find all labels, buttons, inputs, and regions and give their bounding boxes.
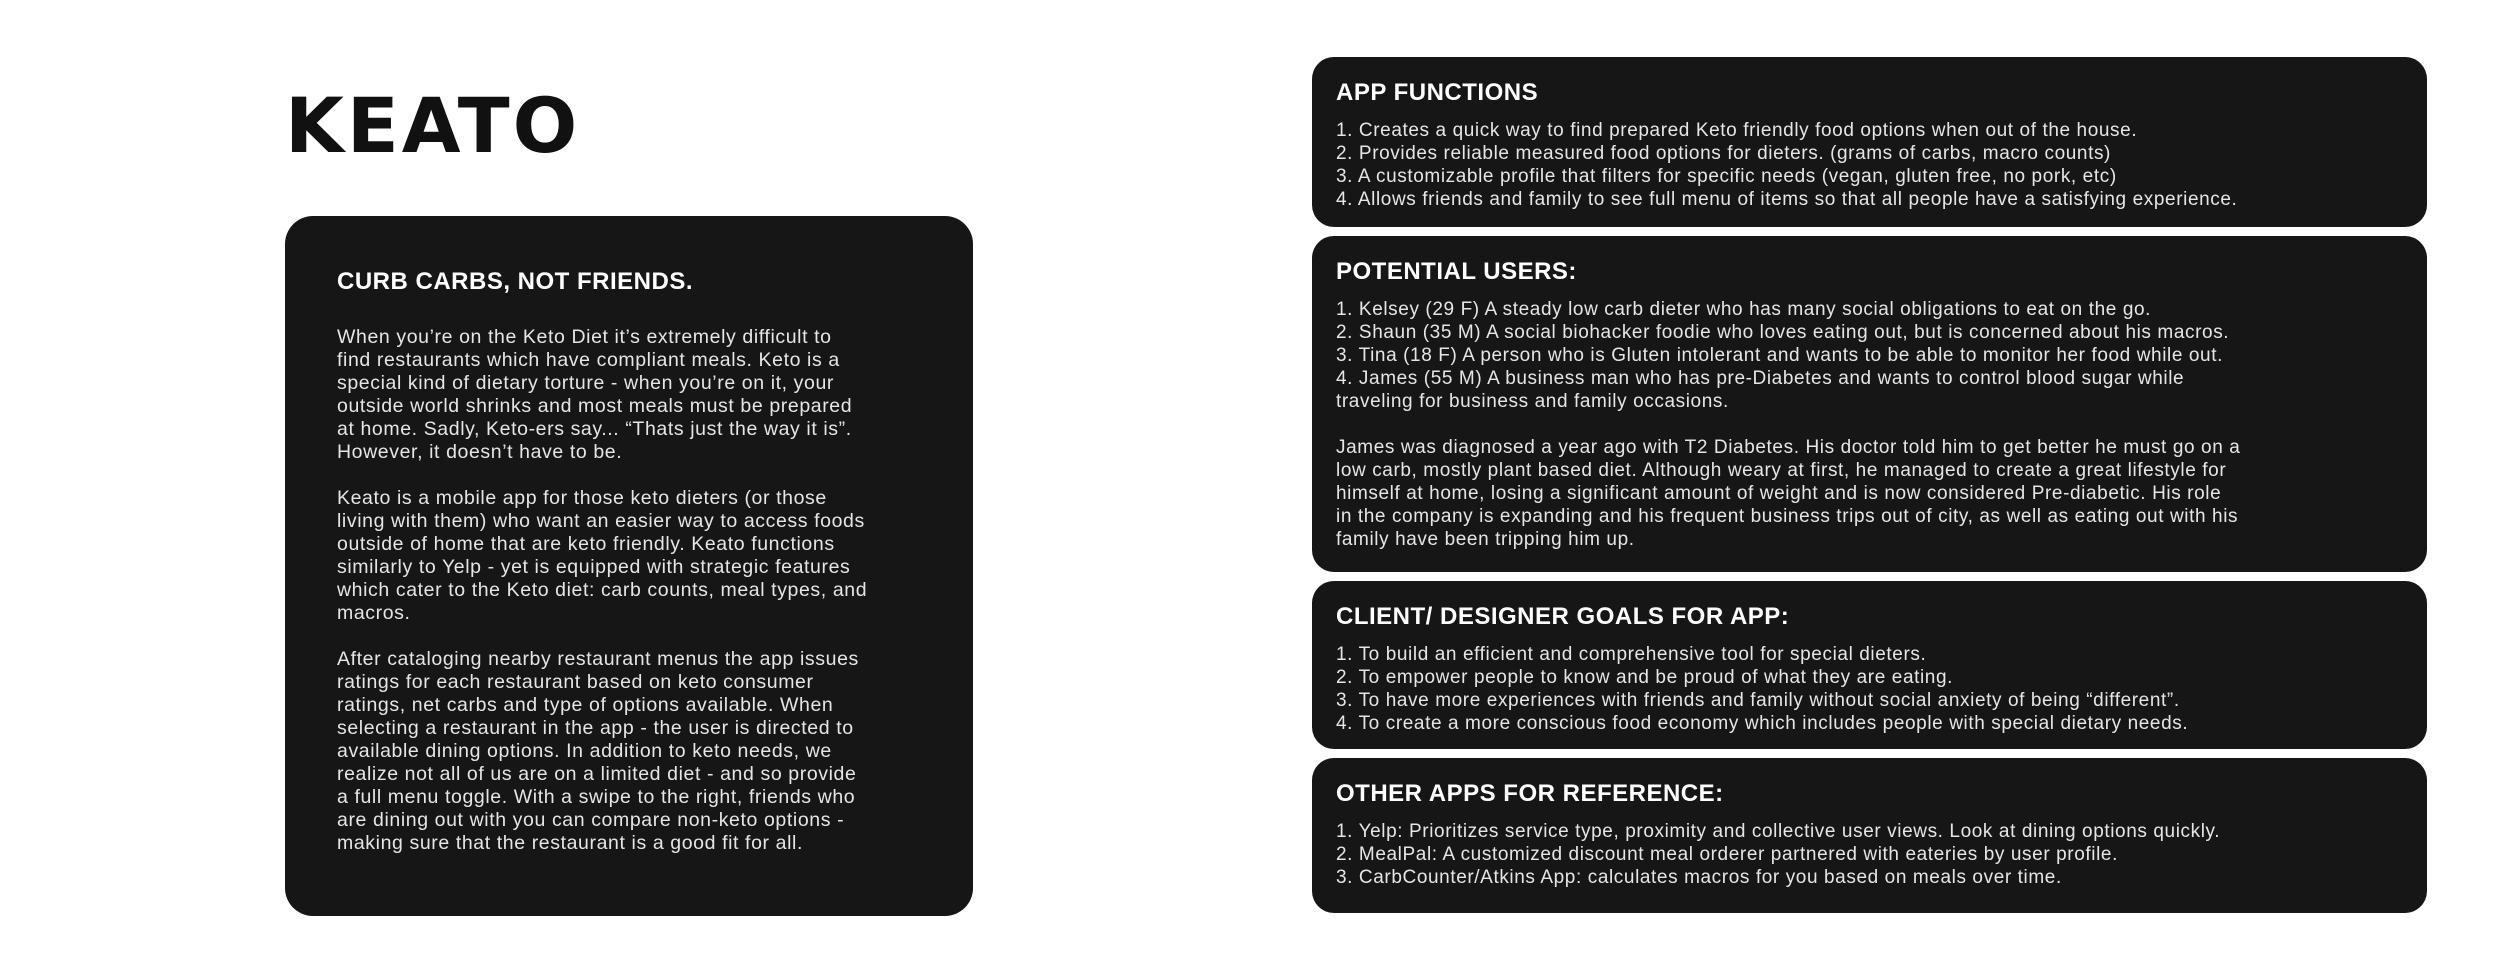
app-functions-card — [1312, 57, 2427, 227]
reference-apps-card — [1312, 758, 2427, 913]
goals-heading: CLIENT/ DESIGNER GOALS FOR APP: — [1336, 603, 1790, 630]
list-item: 4. James (55 M) A business man who has pre-Diabetes and wants to control blood sugar while traveling for business and family occasions. — [1336, 368, 2185, 412]
list-item: 2. Shaun (35 M) A social biohacker foodie who loves eating out, but is concerned about his macros. — [1336, 322, 2230, 343]
reference-apps-heading: OTHER APPS FOR REFERENCE: — [1336, 780, 1724, 807]
app-functions-list — [1336, 119, 2403, 211]
potential-users-list — [1336, 298, 2403, 413]
goals-list — [1336, 643, 2403, 735]
app-logo-title: KEATO — [285, 81, 581, 170]
list-item: 2. Provides reliable measured food options for dieters. (grams of carbs, macro counts) — [1336, 143, 2111, 164]
list-item: 1. To build an efficient and comprehensive tool for special dieters. — [1336, 644, 1927, 665]
list-item: 4. To create a more conscious food economy which includes people with special dietary needs. — [1336, 713, 2189, 734]
goals-card — [1312, 581, 2427, 749]
potential-users-card — [1312, 236, 2427, 572]
list-item: 3. CarbCounter/Atkins App: calculates macros for you based on meals over time. — [1336, 867, 2062, 888]
list-item: 1. Yelp: Prioritizes service type, proximity and collective user views. Look at dining options quickly. — [1336, 821, 2221, 842]
list-item: 4. Allows friends and family to see full menu of items so that all people have a satisfying experience. — [1336, 189, 2238, 210]
intro-paragraph-features: After cataloging nearby restaurant menus the app issues ratings for each restaurant based on keto consumer ratings, net carbs and type of options available. When selecting a restaurant in the app - the user is directed to available dining options. In addition to keto needs, we realize not all of us are on a limited diet - and so provide a full menu toggle. With a swipe to the right, friends who are dining out with you can compare non-keto options - making sure that the restaurant is a good fit for all. — [337, 648, 859, 854]
list-item: 1. Creates a quick way to find prepared Keto friendly food options when out of the house. — [1336, 120, 2138, 141]
persona-story: James was diagnosed a year ago with T2 Diabetes. His doctor told him to get better he must go on a low carb, mostly plant based diet. Although weary at first, he managed to create a great lifestyle for himself at home, losing a significant amount of weight and is now considered Pre-diabetic. His role in the company is expanding and his frequent business trips out of city, as well as eating out with his family have been tripping him up. — [1336, 437, 2241, 550]
intro-paragraph-problem: When you’re on the Keto Diet it’s extremely difficult to find restaurants which have compliant meals. Keto is a special kind of dietary torture - when you’re on it, your outside world shrinks and most meals must be prepared at home. Sadly, Keto-ers say... “Thats just the way it is”. However, it doesn’t have to be. — [337, 326, 853, 463]
intro-panel — [285, 216, 973, 916]
list-item: 2. To empower people to know and be proud of what they are eating. — [1336, 667, 1954, 688]
list-item: 3. A customizable profile that filters for specific needs (vegan, gluten free, no pork, etc) — [1336, 166, 2117, 187]
intro-paragraph-solution: Keato is a mobile app for those keto dieters (or those living with them) who want an easier way to access foods outside of home that are keto friendly. Keato functions similarly to Yelp - yet is equipped with strategic features which cater to the Keto diet: carb counts, meal types, and macros. — [337, 487, 868, 624]
potential-users-heading: POTENTIAL USERS: — [1336, 258, 1577, 285]
intro-heading: CURB CARBS, NOT FRIENDS. — [337, 268, 694, 295]
list-item: 2. MealPal: A customized discount meal orderer partnered with eateries by user profile. — [1336, 844, 2118, 865]
app-functions-heading: APP FUNCTIONS — [1336, 79, 1539, 106]
list-item: 3. To have more experiences with friends and family without social anxiety of being “different”. — [1336, 690, 2180, 711]
list-item: 1. Kelsey (29 F) A steady low carb dieter who has many social obligations to eat on the go. — [1336, 299, 2152, 320]
reference-apps-list — [1336, 820, 2403, 889]
list-item: 3. Tina (18 F) A person who is Gluten intolerant and wants to be able to monitor her food while out. — [1336, 345, 2223, 366]
